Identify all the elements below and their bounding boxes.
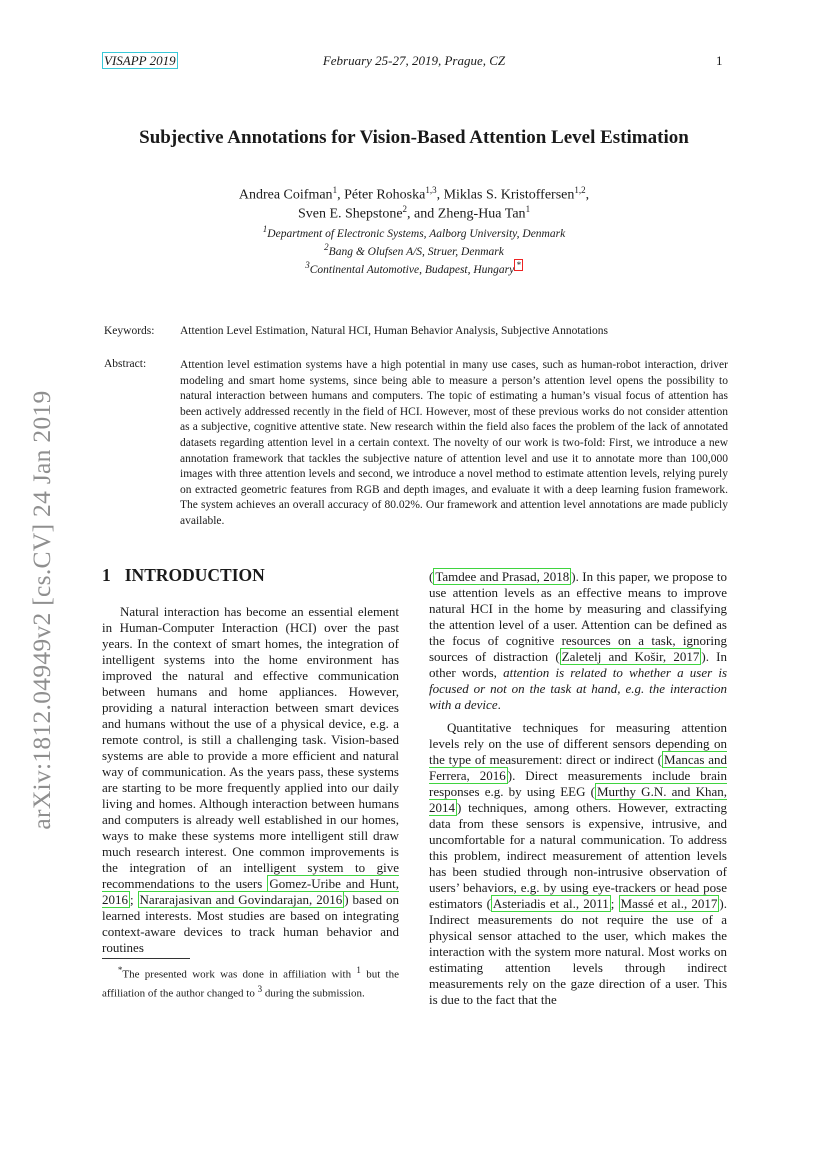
affiliation-3: $^3$Continental Automotive, Budapest, Hungary * [305, 260, 521, 276]
paper-title: Subjective Annotations for Vision-Based Attention Level Estimation [139, 127, 689, 148]
abstract-label: Abstract: [104, 358, 147, 370]
affiliation-1: $^1$Department of Electronic Systems, Aalborg University, Denmark [262, 224, 566, 240]
authors-line-1: Andrea Coifman$^1$, Péter Rohoska$^{1,3}$, Miklas S. Kristoffersen$^{1,2}$, [238, 185, 590, 203]
abstract-text: Attention level estimation systems have a high potential in many use cases, such as human-robot interaction, driver modeling and smart home systems, since being able to measure a person’s attention level opens the possibility to natural interaction between humans and computers. The topic of estimating a human’s visual focus of attention has been actively addressed recently in the field of HCI. However, most of these previous works do not consider attention as a subjective, cognitive attentive state. New research within the field also faces the problem of the lack of annotated datasets regarding attention level in a certain context. The novelty of our work is two-fold: First, we introduce a new annotation framework that tackles the subjective nature of attention level and use it to annotate more than 100,000 images with three attention levels and second, we introduce a novel method to estimate attention levels, relying purely on extracted geometric features from RGB and depth images, and evaluate it with a deep learning fusion framework. The system achieves an overall accuracy of 80.02%. Our framework and attention level annotations are made publicly available. [180, 359, 728, 527]
author-name: Miklas S. Kristoffersen [443, 187, 575, 203]
footnote-link[interactable]: * [516, 260, 521, 270]
citation-link[interactable]: Massé et al., 2017 [620, 896, 718, 911]
author-name: Péter Rohoska [344, 187, 426, 203]
citation-link[interactable]: Tamdee and Prasad, 2018 [435, 569, 570, 584]
citation-link[interactable]: Asteriadis et al., 2011 [492, 896, 609, 911]
citation-link[interactable]: Zaletelj and Košir, 2017 [561, 649, 700, 664]
page-number: 1 [716, 53, 723, 68]
keywords-label: Keywords: [104, 325, 155, 337]
intro-paragraph-1: Natural interaction has become an essential element in Human-Computer Interaction (HCI) over the past years. In the context of smart homes, the integration of intelligent systems into the home environment has improved the natural and effective communication between humans and home appliances. However, providing a natural interaction between smart devices and humans without the use of a physical device, e.g. a remote control, is still a challenging task. Vision-based systems are able to provide a more efficient and natural way of communication. As the years pass, these systems are starting to be more frequently applied into our daily living and homes. Although interaction between humans and computers is already well established in our homes, ways to make these systems more intelligent still draw much research interest. One common improvements is the integration of an intelligent system to give recommendations to the users Gomez-Uribe and Hunt, 2016 ; Nararajasivan and Govindarajan, 2016 ) based on learned interests. Most studies are based on integrating context-aware devices to track human behavior and routines [102, 604, 399, 955]
author-name: Sven E. Shepstone [297, 206, 403, 222]
citation-link[interactable]: Murthy G.N. and Khan, 2014 [429, 784, 727, 815]
arxiv-identifier: arXiv:1812.04949v2 [cs.CV] 24 Jan 2019 [27, 390, 56, 830]
intro-paragraph-2: Quantitative techniques for measuring attention levels rely on the use of different sensors depending on the type of measurement: direct or indirect ( Mancas and Ferrera, 2016 ). Direct measurements include brain responses e.g. by using EEG ( Murthy G.N. and Khan, 2014 ) techniques, among others. However, extracting data from these sensors is expensive, intrusive, and uncomfortable for a natural communication. To address this problem, indirect measurement of attention levels has been studied through non-intrusive observation of users’ behaviors, e.g. by using eye-trackers or head pose estimators ( Asteriadis et al., 2011 ; Massé et al., 2017 ). Indirect measurements do not require the use of a physical sensor attached to the user, which makes the interaction with the system more natural. Most works on estimating attention levels through indirect measurements rely on the gaze direction of a user. This is due to the fact that the [429, 720, 728, 1007]
footnote-rule [102, 958, 190, 959]
author-name: Andrea Coifman [238, 187, 333, 203]
citation-link[interactable]: Gomez-Uribe and Hunt, 2016 [102, 876, 399, 907]
citation-link[interactable]: Nararajasivan and Govindarajan, 2016 [139, 892, 343, 907]
header-date-place: February 25-27, 2019, Prague, CZ [322, 53, 506, 68]
footnote: *The presented work was done in affiliation with $^1$ but the affiliation of the author changed to $^3$ during the submission. [102, 965, 399, 1000]
left-column [102, 604, 399, 956]
section-heading: 1 INTRODUCTION [102, 565, 265, 585]
author-name: Zheng-Hua Tan [437, 206, 526, 222]
affiliation-2: $^2$Bang & Olufsen A/S, Struer, Denmark [324, 242, 504, 258]
venue-link[interactable]: VISAPP 2019 [104, 53, 176, 68]
intro-paragraph-1-continued: ( Tamdee and Prasad, 2018 ). In this paper, we propose to use attention levels as an effective means to improve natural HCI in the home by measuring and classifying the attention level of a user. Attention can be defined as the focus of cognitive resources on a task, ignoring sources of distraction ( Zaletelj and Košir, 2017 ). In other words, attention is related to whether a user is focused or not on the task at hand, e.g. the interaction with a device. [429, 569, 728, 712]
authors-line-2: Sven E. Shepstone$^2$, and Zheng-Hua Tan$^1$ [297, 204, 531, 222]
citation-link[interactable]: Mancas and Ferrera, 2016 [429, 752, 728, 783]
keywords-text: Attention Level Estimation, Natural HCI, Human Behavior Analysis, Subjective Annotations [180, 325, 608, 337]
right-column [429, 569, 727, 1008]
